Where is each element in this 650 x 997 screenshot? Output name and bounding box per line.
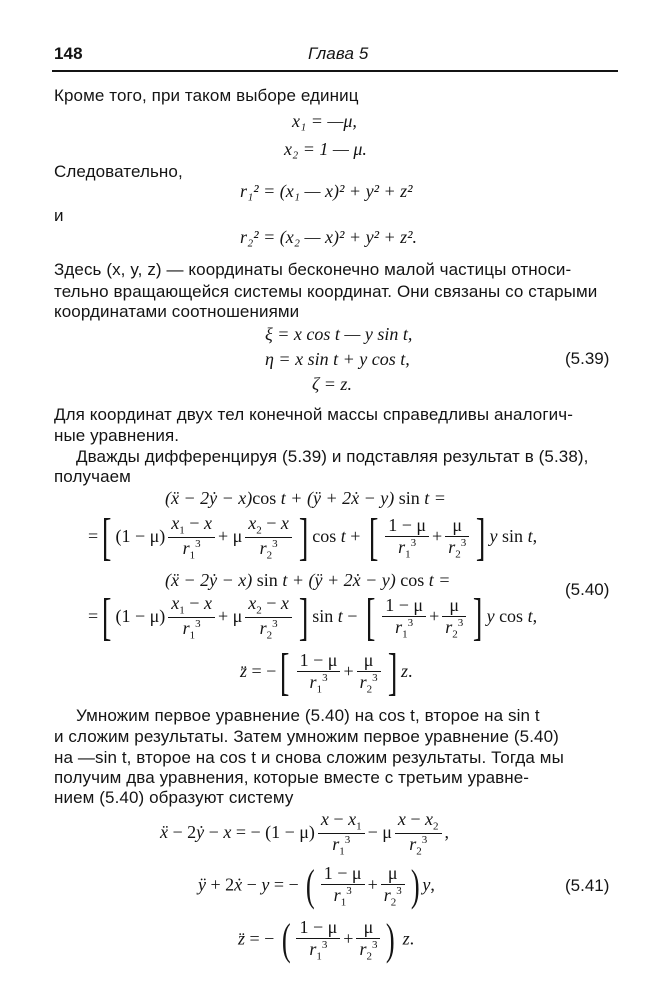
paragraph-multiply-line4: получим два уравнения, которые вместе с третьим уравне- [54, 768, 530, 787]
paragraph-bodies-line2: ные уравнения. [54, 426, 180, 445]
paragraph-multiply-line5: нием (5.40) образуют систему [54, 788, 294, 807]
page-number: 148 [54, 44, 83, 63]
paragraph-here-line2: тельно вращающейся системы координат. Они связаны со старыми [54, 282, 598, 301]
equation-x2: x₂ = 1 — μ. [284, 139, 367, 159]
equation-number-5-41: (5.41) [565, 876, 610, 895]
equation-540-line3: (ẍ − 2ẏ − x) sin t + (ÿ + 2ẋ − y) cos t = [165, 570, 451, 590]
equation-eta: η = x sin t + y cos t, [265, 349, 410, 369]
paragraph-diff-line2: получаем [54, 467, 131, 486]
paragraph-multiply-line3: на —sin t, второе на cos t и снова сложим результаты. Тогда мы [54, 748, 564, 767]
paragraph-multiply-line1: Умножим первое уравнение (5.40) на cos t, второе на sin t [76, 706, 540, 725]
equation-zeta: ζ = z. [312, 374, 352, 394]
paragraph-units: Кроме того, при таком выборе единиц [54, 86, 359, 105]
paragraph-diff-line1: Дважды дифференцируя (5.39) и подставляя результат в (5.38), [76, 447, 589, 466]
equation-541-line1: ẍ − 2ẏ − x = − (1 − μ) $\frac{x - x_1}{r_1^3}$ − μ $\frac{x - x_2}{r_2^3}$ , [160, 809, 450, 858]
equation-541-line2: ÿ + 2ẋ − y = − ( $\frac{1 - \mu}{r_1^3}$ + $\frac{\mu}{r_2^3}$ ) y, [198, 861, 435, 911]
equation-x1: x₁ = —μ, [292, 111, 357, 131]
paragraph-bodies-line1: Для координат двух тел конечной массы справедливы аналогич- [54, 405, 573, 424]
paragraph-here-line1: Здесь (x, y, z) — координаты бесконечно малой частицы относи- [54, 260, 572, 279]
paragraph-here-line3: координатами соотношениями [54, 302, 300, 321]
paragraph-hence: Следовательно, [54, 162, 183, 181]
equation-540-line4: =[ (1 − μ) $\frac{x_1 - x}{r_1^3}$ + μ $\frac{x_2 - x}{r_2^3}$ ] sin t − [ $\frac{1 - \mu}{r_1^3}$ + $\frac{\mu}{r_2^3}$ ] y cos t, [88, 589, 538, 646]
equation-number-5-39: (5.39) [565, 349, 610, 368]
chapter-title: Глава 5 [308, 44, 369, 63]
equation-xi: ξ = x cos t — y sin t, [265, 324, 413, 344]
paragraph-multiply-line2: и сложим результаты. Затем умножим первое уравнение (5.40) [54, 727, 559, 746]
equation-r1: r₁² = (x₁ — x)² + y² + z² [240, 181, 413, 201]
header-rule [52, 70, 618, 72]
equation-r2: r₂² = (x₂ — x)² + y² + z². [240, 227, 418, 247]
equation-number-5-40: (5.40) [565, 580, 610, 599]
equation-540-line1: (ẍ − 2ẏ − x)cos t + (ÿ + 2ẋ − y) sin t = [165, 488, 446, 508]
equation-541-line3: z̈ = − ( $\frac{1 - \mu}{r_1^3}$ + $\frac{\mu}{r_2^3}$ ) z. [238, 915, 415, 965]
equation-540-line2: =[ (1 − μ) $\frac{x_1 - x}{r_1^3}$ + μ $\frac{x_2 - x}{r_2^3}$ ] cos t + [ $\frac{1 - \mu}{r_1^3}$ + $\frac{\mu}{r_2^3}$ ] y sin t, [88, 509, 538, 566]
paragraph-and: и [54, 206, 64, 225]
equation-540-line5: z̈ = −[ $\frac{1 - \mu}{r_1^3}$ + $\frac{\mu}{r_2^3}$ ] z. [240, 644, 413, 701]
